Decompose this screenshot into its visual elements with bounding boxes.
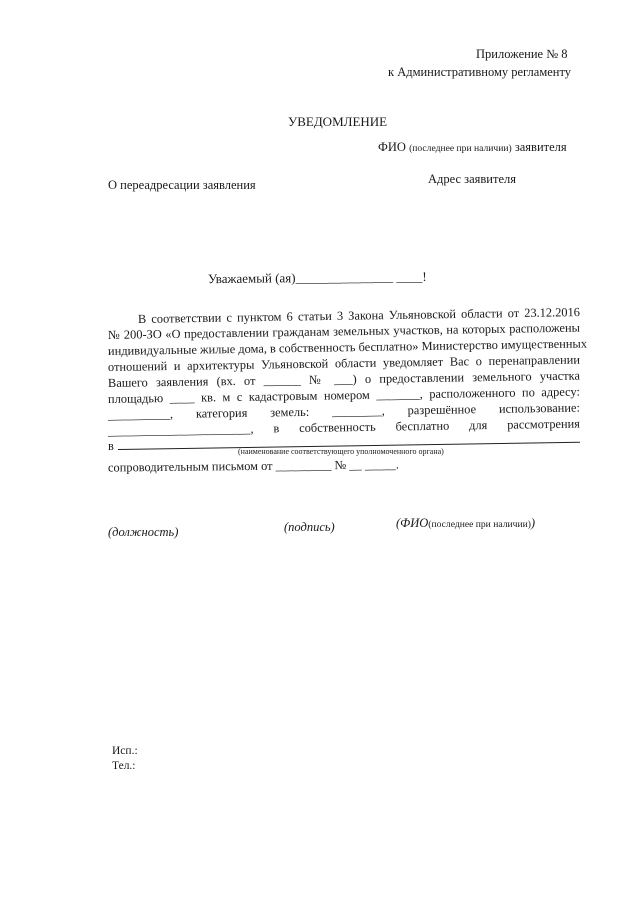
body-line: В соответствии с пунктом 6 статьи 3 Закона Ульяновской области от 23.12.2016 [137,305,581,326]
signature-fio-label: (ФИО [396,516,429,530]
applicant-address: Адрес заявителя [428,172,516,186]
regulation-reference: к Административному регламенту [388,65,572,79]
body-line: отношений и архитектуры Ульяновской области уведомляет Вас о перенаправлении [107,352,581,374]
signature-fio-close: ) [530,516,536,530]
executor-label: Исп.: [112,745,138,757]
applicant-fio-suffix: заявителя [514,140,567,154]
authority-caption: (наименование соответствующего уполномоченного органа) [238,447,444,456]
applicant-fio-prefix: ФИО [378,140,406,154]
phone-label: Тел.: [112,760,136,772]
applicant-fio [378,140,567,155]
document-title: УВЕДОМЛЕНИЕ [288,114,388,129]
body-line: площадью ____ кв. м с кадастровым номером _______, расположенного по адресу: [107,384,581,406]
body-line: _______________________, в собственность бесплатно для рассмотрения [107,416,581,438]
body-line: индивидуальные жилые дома, в собственность бесплатно» Министерство имущественных [107,336,588,358]
cover-letter-line: сопроводительным письмом от _________ № __ _____. [107,457,399,475]
appendix-number: Приложение № 8 [476,47,568,61]
signature-sign: (подпись) [284,520,335,534]
body-line: Вашего заявления (вх. от ______ № ___) о предоставлении земельного участка [107,368,581,390]
body-line: __________, категория земель: ________, разрешённое использование: [107,400,581,422]
greeting-line: Уважаемый (ая)_______________ ____! [207,268,427,287]
forward-prefix: в [108,439,114,453]
signature-fio-note: (последнее при наличии) [428,519,531,530]
signature-position: (должность) [108,525,179,539]
signature-fio [396,516,535,531]
notice-subject: О переадресации заявления [108,178,256,192]
body-line: № 200-ЗО «О предоставлении гражданам земельных участков, на которых расположены [107,320,581,342]
applicant-fio-note: (последнее при наличии) [409,143,512,154]
